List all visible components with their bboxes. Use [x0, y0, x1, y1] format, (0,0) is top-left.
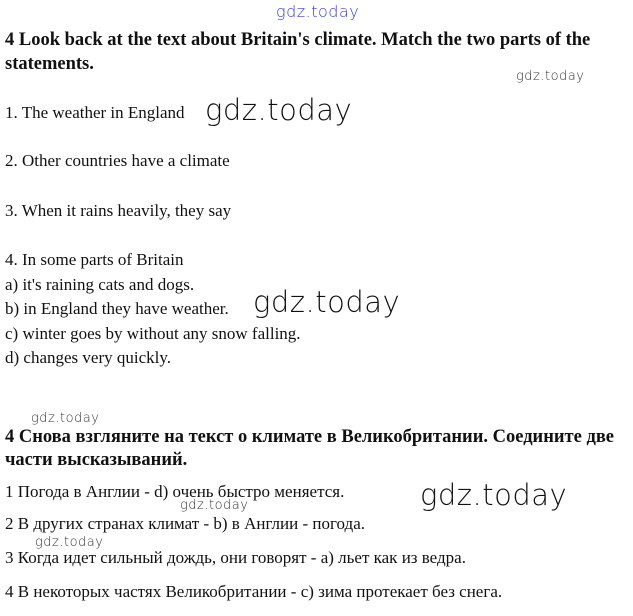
watermark: gdz.today: [205, 93, 353, 127]
option-c: c) winter goes by without any snow falling.: [5, 324, 301, 343]
statement-3: 3. When it rains heavily, they say: [5, 201, 232, 220]
task-heading-ru-cont: части высказываний.: [5, 450, 188, 470]
task-heading-en: 4 Look back at the text about Britain's climate. Match the two parts of the: [5, 30, 591, 50]
task-heading-ru: 4 Снова взгляните на текст о климате в Великобритании. Соедините две: [5, 427, 615, 447]
answer-4: 4 В некоторых частях Великобритании - с) зима протекает без снега.: [5, 582, 503, 601]
statement-2: 2. Other countries have a climate: [5, 151, 230, 170]
answer-1: 1 Погода в Англии - d) очень быстро меняется.: [5, 482, 345, 501]
statement-4: 4. In some parts of Britain: [5, 250, 184, 269]
watermark: gdz.today: [31, 411, 100, 426]
watermark: gdz.today: [516, 69, 585, 84]
answer-2: 2 В других странах климат - b) в Англии - погода.: [5, 514, 365, 533]
watermark: gdz.today: [35, 535, 104, 550]
watermark: gdz.today: [180, 498, 249, 513]
option-b: b) in England they have weather.: [5, 299, 229, 318]
watermark: gdz.today: [253, 285, 401, 319]
option-d: d) changes very quickly.: [5, 348, 172, 367]
statement-1: 1. The weather in England: [5, 103, 185, 122]
task-heading-en-cont: statements.: [5, 54, 94, 74]
watermark: gdz.today: [276, 2, 360, 21]
option-a: a) it's raining cats and dogs.: [5, 275, 195, 294]
watermark: gdz.today: [420, 478, 568, 512]
answer-3: 3 Когда идет сильный дождь, они говорят - а) льет как из ведра.: [5, 548, 466, 567]
